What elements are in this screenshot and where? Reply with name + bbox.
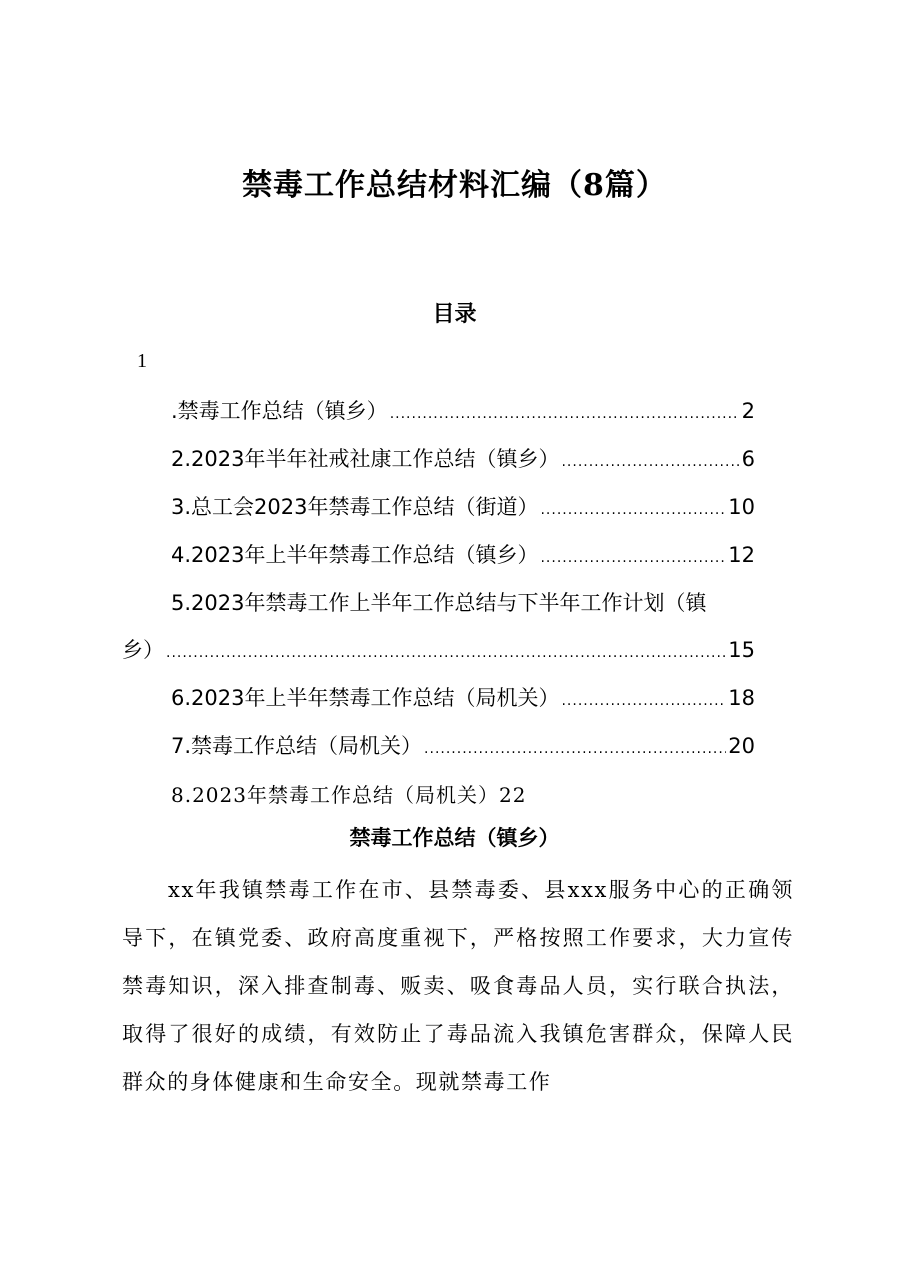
toc-entry-plain[interactable]: 8.2023年禁毒工作总结（局机关）22 — [171, 783, 527, 807]
toc-leader-dots — [561, 454, 739, 470]
toc-entry[interactable] — [171, 682, 755, 712]
toc-entry[interactable] — [171, 443, 755, 473]
toc-entry-label: 4.2023年上半年禁毒工作总结（镇乡） — [171, 543, 539, 567]
toc-entry-wrapped-first-line[interactable] — [171, 587, 801, 617]
toc-entry-label: 2.2023年半年社戒社康工作总结（镇乡） — [171, 447, 560, 471]
toc-entry-label: 5.2023年禁毒工作上半年工作总结与下半年工作计划（镇 — [171, 591, 707, 615]
toc-entry-page: 2 — [741, 399, 755, 423]
toc-entry-label: 6.2023年上半年禁毒工作总结（局机关） — [171, 686, 560, 710]
toc-entry-label: 乡） — [122, 638, 164, 662]
toc-entry-page: 10 — [728, 495, 755, 519]
toc-heading: 目录 — [432, 301, 477, 327]
toc-entry-page: 15 — [728, 638, 755, 662]
toc-entry-page: 20 — [728, 734, 755, 758]
toc-leader-dots — [166, 645, 726, 661]
document-title: 禁毒工作总结材料汇编（8篇） — [242, 168, 667, 203]
toc-entry-page: 12 — [728, 543, 755, 567]
toc-entry-label: 7.禁毒工作总结（局机关） — [171, 734, 423, 758]
toc-entry[interactable] — [171, 491, 755, 521]
toc-leader-dots — [540, 502, 726, 518]
toc-entry-page: 18 — [728, 686, 755, 710]
toc-stray-number: 1 — [137, 350, 147, 372]
toc-leader-dots — [540, 550, 726, 566]
toc-entry[interactable] — [171, 730, 755, 760]
toc-entry[interactable] — [171, 539, 755, 569]
toc-leader-dots — [561, 693, 726, 709]
section-title: 禁毒工作总结（镇乡） — [349, 825, 560, 850]
toc-entry-page: 6 — [741, 447, 755, 471]
toc-leader-dots — [390, 406, 740, 422]
toc-leader-dots — [424, 741, 726, 757]
toc-entry-label: 3.总工会2023年禁毒工作总结（街道） — [171, 495, 539, 519]
toc-entry[interactable] — [171, 395, 755, 425]
toc-entry-wrapped-second-line[interactable] — [122, 634, 755, 664]
toc-entry-label: .禁毒工作总结（镇乡） — [171, 399, 388, 423]
body-paragraph: xx年我镇禁毒工作在市、县禁毒委、县xxx服务中心的正确领导下，在镇党委、政府高度重视下，严格按照工作要求，大力宣传禁毒知识，深入排查制毒、贩卖、吸食毒品人员，实行联合执法，取得了很好的成绩，有效防止了毒品流入我镇危害群众，保障人民群众的身体健康和生命安全。现就禁毒工作 — [122, 878, 794, 1094]
